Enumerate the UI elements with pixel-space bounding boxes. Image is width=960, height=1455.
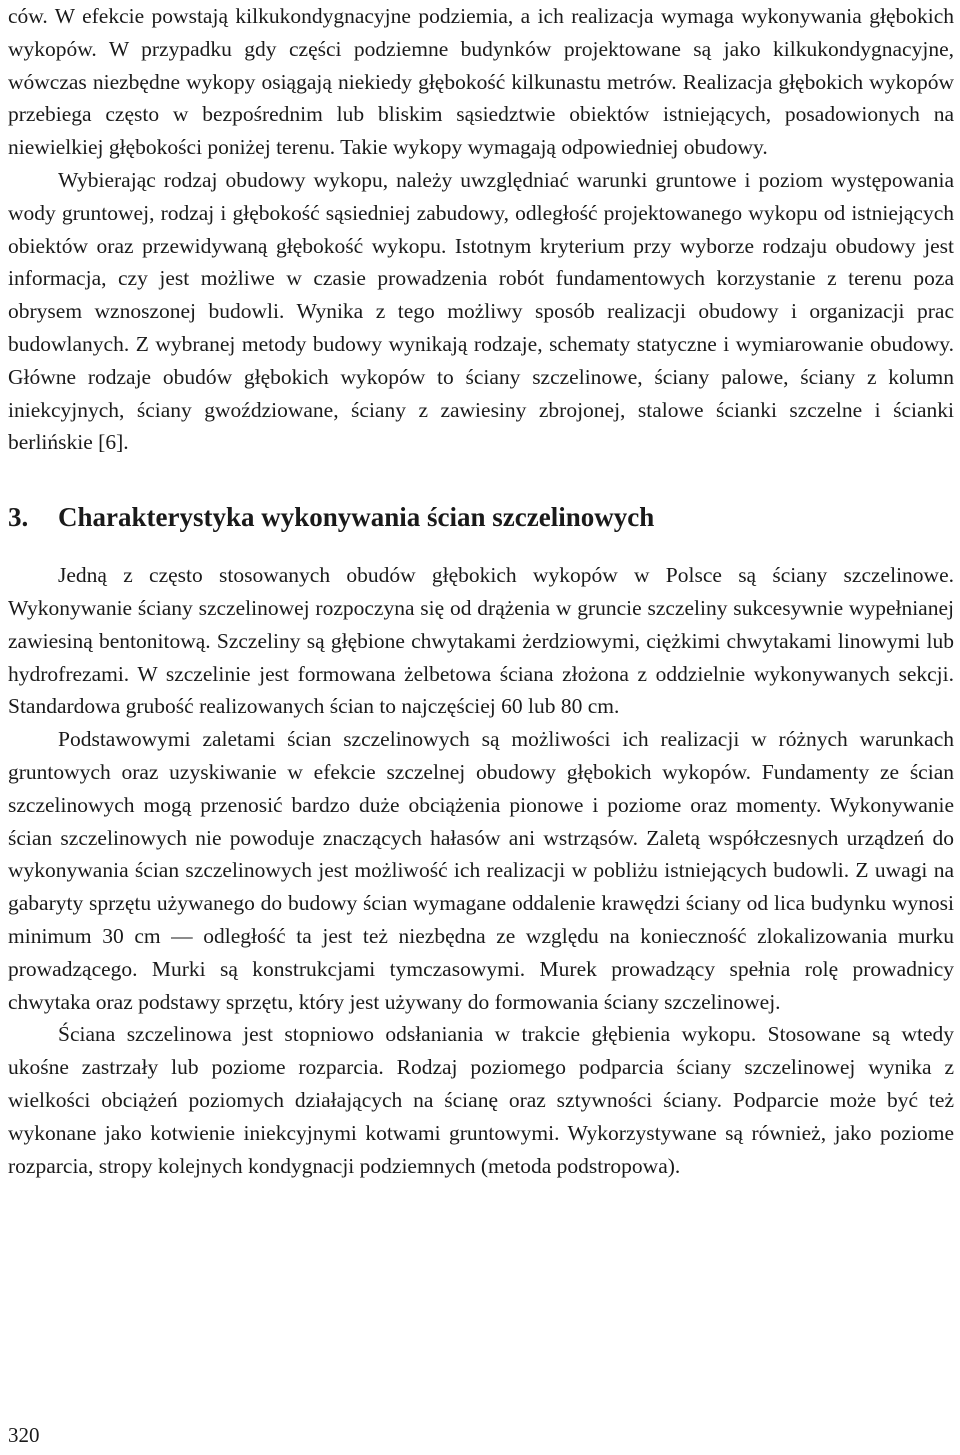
paragraph-continuation: ców. W efekcie powstają kilkukondygnacyjne podziemia, a ich realizacja wymaga wykonywania głębokich wykopów. W przypadku gdy części podziemne budynków projektowane są jako kilkukondygnacyjne, wówczas niezbędne wykopy osiągają niekiedy głębokość kilkunastu metrów. Realizacja głębokich wykopów przebiega często w bezpośrednim lub bliskim sąsiedztwie obiektów istniejących, posadowionych na niewielkiej głębokości poniżej terenu. Takie wykopy wymagają odpowiedniej obudowy. [8, 4, 954, 160]
paragraph: Wybierając rodzaj obudowy wykopu, należy uwzględniać warunki gruntowe i poziom występowania wody gruntowej, rodzaj i głębokość sąsiedniej zabudowy, odległość projektowanego wykopu od istniejących obiektów oraz przewidywaną głębokość wykopu. Istotnym kryterium przy wyborze rodzaju obudowy jest informacja, czy jest możliwe w czasie prowadzenia robót fundamentowych korzystanie z terenu poza obrysem wznoszonej budowli. Wynika z tego możliwy sposób realizacji obudowy i organizacji prac budowlanych. Z wybranej metody budowy wynikają rodzaje, schematy statyczne i wymiarowanie obudowy. Główne rodzaje obudów głębokich wykopów to ściany szczelinowe, ściany palowe, ściany z kolumn iniekcyjnych, ściany gwoździowane, ściany z zawiesiny zbrojonej, stalowe ścianki szczelne i ścianki berlińskie [6]. [8, 167, 954, 455]
paragraph: Ściana szczelinowa jest stopniowo odsłaniania w trakcie głębienia wykopu. Stosowane są wtedy ukośne zastrzały lub poziome rozparcia. Rodzaj poziomego podparcia ściany szczelinowej wynika z wielkości obciążeń poziomych działających na ścianę oraz sztywności ściany. Podparcie może być też wykonane jako kotwienie iniekcyjnymi kotwami gruntowymi. Wykorzystywane są również, jako poziome rozparcia, stropy kolejnych kondygnacji podziemnych (metoda podstropowa). [8, 1022, 954, 1178]
section-number: 3. [8, 502, 29, 533]
page-number: 320 [8, 1423, 40, 1447]
section-title: Charakterystyka wykonywania ścian szczelinowych [58, 502, 655, 533]
document-page [8, 0, 954, 1182]
paragraph: Podstawowymi zaletami ścian szczelinowych są możliwości ich realizacji w różnych warunkach gruntowych oraz uzyskiwanie w efekcie szczelnej obudowy głębokich wykopów. Fundamenty ze ścian szczelinowych mogą przenosić bardzo duże obciążenia pionowe i poziome oraz momenty. Wykonywanie ścian szczelinowych nie powoduje znaczących hałasów ani wstrząsów. Zaletą współczesnych urządzeń do wykonywania ścian szczelinowych jest możliwość ich realizacji w pobliżu istniejących budowli. Z uwagi na gabaryty sprzętu używanego do budowy ścian wymagane oddalenie krawędzi ściany od lica budynku wynosi minimum 30 cm — odległość ta jest też niezbędna ze względu na konieczność zlokalizowania murku prowadzącego. Murki są konstrukcjami tymczasowymi. Murek prowadzący spełnia rolę prowadnicy chwytaka oraz podstawy sprzętu, który jest używany do formowania ściany szczelinowej. [8, 727, 954, 1014]
section-heading [8, 499, 954, 535]
paragraph: Jedną z często stosowanych obudów głębokich wykopów w Polsce są ściany szczelinowe. Wykonywanie ściany szczelinowej rozpoczyna się od drążenia w gruncie szczeliny sukcesywnie wypełnianej zawiesiną bentonitową. Szczeliny są głębione chwytakami żerdziowymi, ciężkimi chwytakami linowymi lub hydrofrezami. W szczelinie jest formowana żelbetowa ściana złożona z oddzielnie wykonywanych sekcji. Standardowa grubość realizowanych ścian to najczęściej 60 lub 80 cm. [8, 563, 954, 719]
